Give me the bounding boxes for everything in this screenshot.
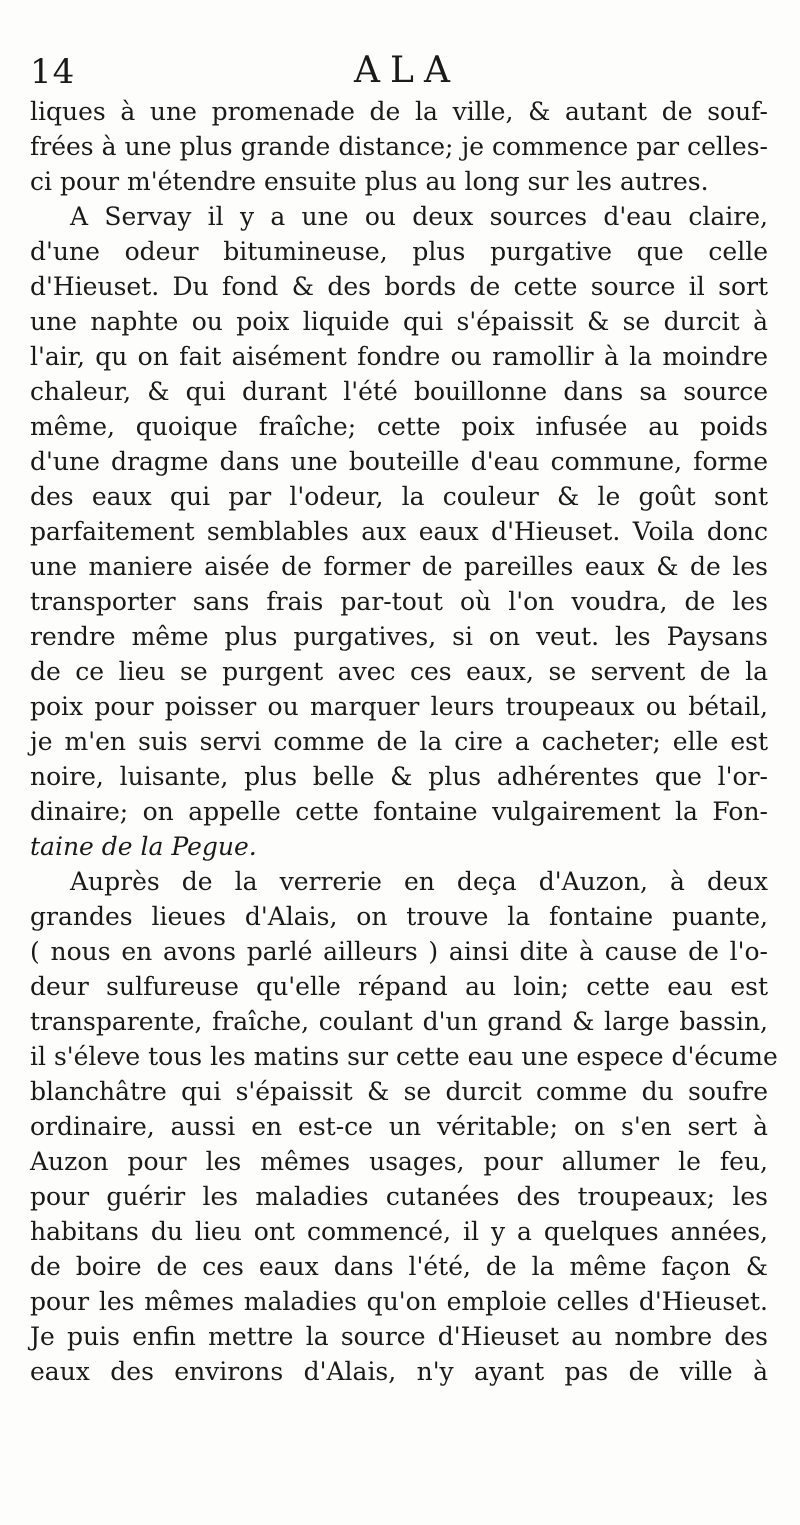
text-line: deur sulfureuse qu'elle répand au loin; cette eau est	[30, 972, 768, 1001]
text-line: A Servay il y a une ou deux sources d'eau claire,	[70, 202, 768, 231]
text-line: grandes lieues d'Alais, on trouve la fontaine puante,	[30, 902, 768, 931]
text-line: rendre même plus purgatives, si on veut. les Paysans	[30, 622, 768, 651]
text-line: je m'en suis servi comme de la cire a cacheter; elle est	[30, 727, 768, 756]
text-line: frées à une plus grande distance; je commence par celles-	[30, 132, 768, 161]
text-line: de ce lieu se purgent avec ces eaux, se servent de la	[30, 657, 768, 686]
text-line: des eaux qui par l'odeur, la couleur & le goût sont	[30, 482, 768, 511]
running-head: ALA	[354, 50, 460, 91]
text-line: ordinaire, aussi en est-ce un véritable; on s'en sert à	[30, 1112, 768, 1141]
text-line: transparente, fraîche, coulant d'un grand & large bassin,	[30, 1007, 768, 1036]
text-line: même, quoique fraîche; cette poix infusée au poids	[30, 412, 768, 441]
text-line: une naphte ou poix liquide qui s'épaissit & se durcit à	[30, 307, 768, 336]
text-line: Je puis enfin mettre la source d'Hieuset au nombre des	[30, 1322, 768, 1351]
text-line: pour guérir les maladies cutanées des troupeaux; les	[30, 1182, 768, 1211]
page-number: 14	[30, 52, 76, 92]
text-line: il s'éleve tous les matins sur cette eau une espece d'écume	[30, 1042, 778, 1071]
text-line: d'une dragme dans une bouteille d'eau commune, forme	[30, 447, 768, 476]
text-line: blanchâtre qui s'épaissit & se durcit comme du soufre	[30, 1077, 768, 1106]
text-line: d'une odeur bitumineuse, plus purgative que celle	[30, 237, 768, 266]
text-line: pour les mêmes maladies qu'on emploie celles d'Hieuset.	[30, 1287, 768, 1316]
text-line: dinaire; on appelle cette fontaine vulgairement la Fon-	[30, 797, 768, 826]
page-header	[22, 40, 782, 100]
text-line: l'air, qu on fait aisément fondre ou ramollir à la moindre	[30, 342, 768, 371]
text-line: ci pour m'étendre ensuite plus au long sur les autres.	[30, 167, 709, 196]
text-line: de boire de ces eaux dans l'été, de la même façon &	[30, 1252, 768, 1281]
text-line: ( nous en avons parlé ailleurs ) ainsi dite à cause de l'o-	[30, 937, 768, 966]
text-line: eaux des environs d'Alais, n'y ayant pas de ville à	[30, 1357, 768, 1386]
text-line: Auzon pour les mêmes usages, pour allumer le feu,	[30, 1147, 768, 1176]
text-line: Auprès de la verrerie en deça d'Auzon, à deux	[70, 867, 768, 896]
page-body-text	[30, 94, 778, 1389]
text-line: transporter sans frais par-tout où l'on voudra, de les	[30, 587, 768, 616]
text-line: taine de la Pegue.	[30, 832, 257, 861]
text-line: d'Hieuset. Du fond & des bords de cette source il sort	[30, 272, 768, 301]
text-line: chaleur, & qui durant l'été bouillonne dans sa source	[30, 377, 768, 406]
text-line: liques à une promenade de la ville, & autant de souf-	[30, 97, 768, 126]
text-line: parfaitement semblables aux eaux d'Hieuset. Voila donc	[30, 517, 768, 546]
text-line: poix pour poisser ou marquer leurs troupeaux ou bétail,	[30, 692, 768, 721]
text-line: une maniere aisée de former de pareilles eaux & de les	[30, 552, 768, 581]
text-line: habitans du lieu ont commencé, il y a quelques années,	[30, 1217, 768, 1246]
text-line: noire, luisante, plus belle & plus adhérentes que l'or-	[30, 762, 768, 791]
